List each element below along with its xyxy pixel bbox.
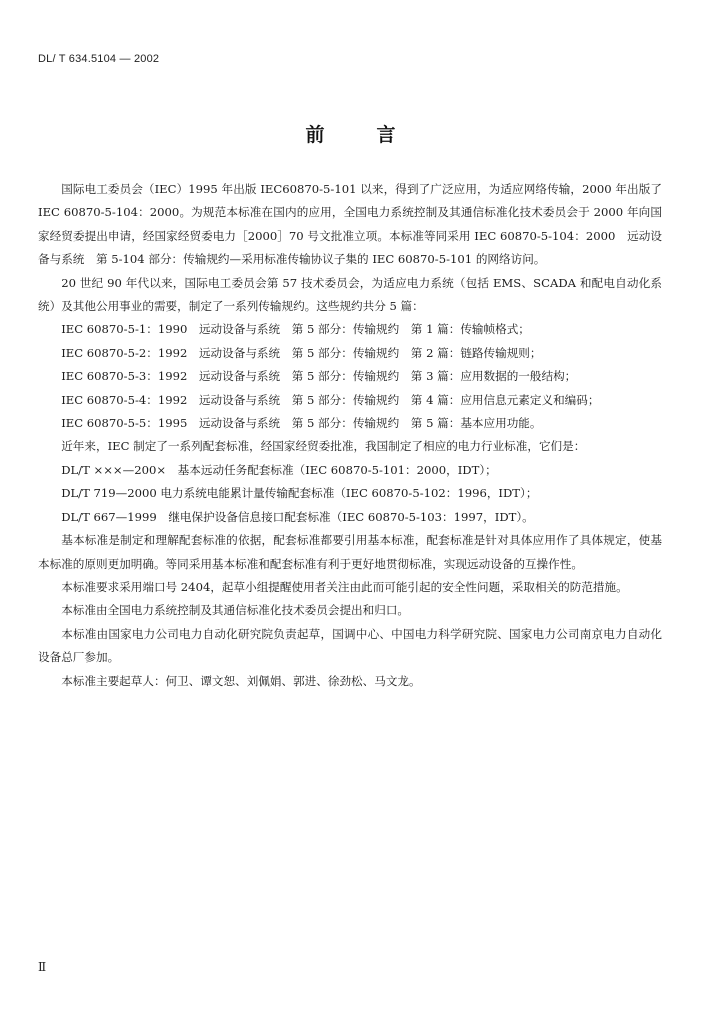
standard-number-header: DL/ T 634.5104 — 2002 <box>38 53 160 65</box>
list-item-iec-60870-5-3: IEC 60870-5-3：1992 远动设备与系统 第 5 部分：传输规约 第 3 篇：应用数据的一般结构； <box>61 369 577 384</box>
foreword-body <box>38 178 662 693</box>
paragraph-tc57-intro: 20 世纪 90 年代以来，国际电工委员会第 57 技术委员会，为适应电力系统（包括 EMS、SCADA 和配电自动化系统）及其他公用事业的需要，制定了一系列传输规约。这些规约共分 5 篇： <box>38 275 662 314</box>
paragraph-companion-standards: 近年来，IEC 制定了一系列配套标准，经国家经贸委批准，我国制定了相应的电力行业标准，它们是： <box>61 439 586 454</box>
paragraph-basic-standards: 基本标准是制定和理解配套标准的依据，配套标准都要引用基本标准，配套标准是针对具体应用作了具体规定，使基本标准的原则更加明确。等同采用基本标准和配套标准有利于更好地贯彻标准，实现远动设备的互操作性。 <box>38 533 662 571</box>
paragraph-port-2404: 本标准要求采用端口号 2404，起草小组提醒使用者关注由此而可能引起的安全性问题，采取相关的防范措施。 <box>61 579 628 594</box>
page-number: Ⅱ <box>38 960 47 974</box>
paragraph-drafted-by: 本标准由国家电力公司电力自动化研究院负责起草，国调中心、中国电力科学研究院、国家电力公司南京电力自动化设备总厂参加。 <box>38 626 662 665</box>
paragraph-iec-background: 国际电工委员会（IEC）1995 年出版 IEC60870-5-101 以来，得到了广泛应用，为适应网络传输，2000 年出版了 IEC 60870-5-104：2000。为规范本标准在国内的应用，全国电力系统控制及其通信标准化技术委员会于 2000 年向国家经贸委提出申请，经国家经贸委电力［2000］70 号文批准立项。本标准等同采用 IEC 60870-5-104：2000 远动设备与系统 第 5-104 部分：传输规约—采用标准传输协议子集的 IEC 60870-5-101 的网络访问。 <box>38 182 662 267</box>
list-item-iec-60870-5-2: IEC 60870-5-2：1992 远动设备与系统 第 5 部分：传输规约 第 2 篇：链路传输规则； <box>61 345 542 360</box>
list-item-dl-t-719: DL/T 719—2000 电力系统电能累计量传输配套标准（IEC 60870-5-102：1996，IDT）； <box>61 486 538 501</box>
list-item-iec-60870-5-5: IEC 60870-5-5：1995 远动设备与系统 第 5 部分：传输规约 第 5 篇：基本应用功能。 <box>61 416 542 431</box>
list-item-dl-t-667: DL/T 667—1999 继电保护设备信息接口配套标准（IEC 60870-5-103：1997，IDT）。 <box>61 509 534 524</box>
list-item-iec-60870-5-4: IEC 60870-5-4：1992 远动设备与系统 第 5 部分：传输规约 第 4 篇：应用信息元素定义和编码； <box>61 392 600 407</box>
list-item-iec-60870-5-1: IEC 60870-5-1：1990 远动设备与系统 第 5 部分：传输规约 第 1 篇：传输帧格式； <box>61 322 530 337</box>
paragraph-proposed-by: 本标准由全国电力系统控制及其通信标准化技术委员会提出和归口。 <box>61 603 410 618</box>
page-title: 前言 <box>305 124 448 146</box>
list-item-dl-t-xxx: DL/T ×××—200× 基本远动任务配套标准（IEC 60870-5-101：2000，IDT）； <box>61 462 497 477</box>
paragraph-drafters: 本标准主要起草人：何卫、谭文恕、刘佩娟、郭进、徐劲松、马文龙。 <box>61 673 421 688</box>
